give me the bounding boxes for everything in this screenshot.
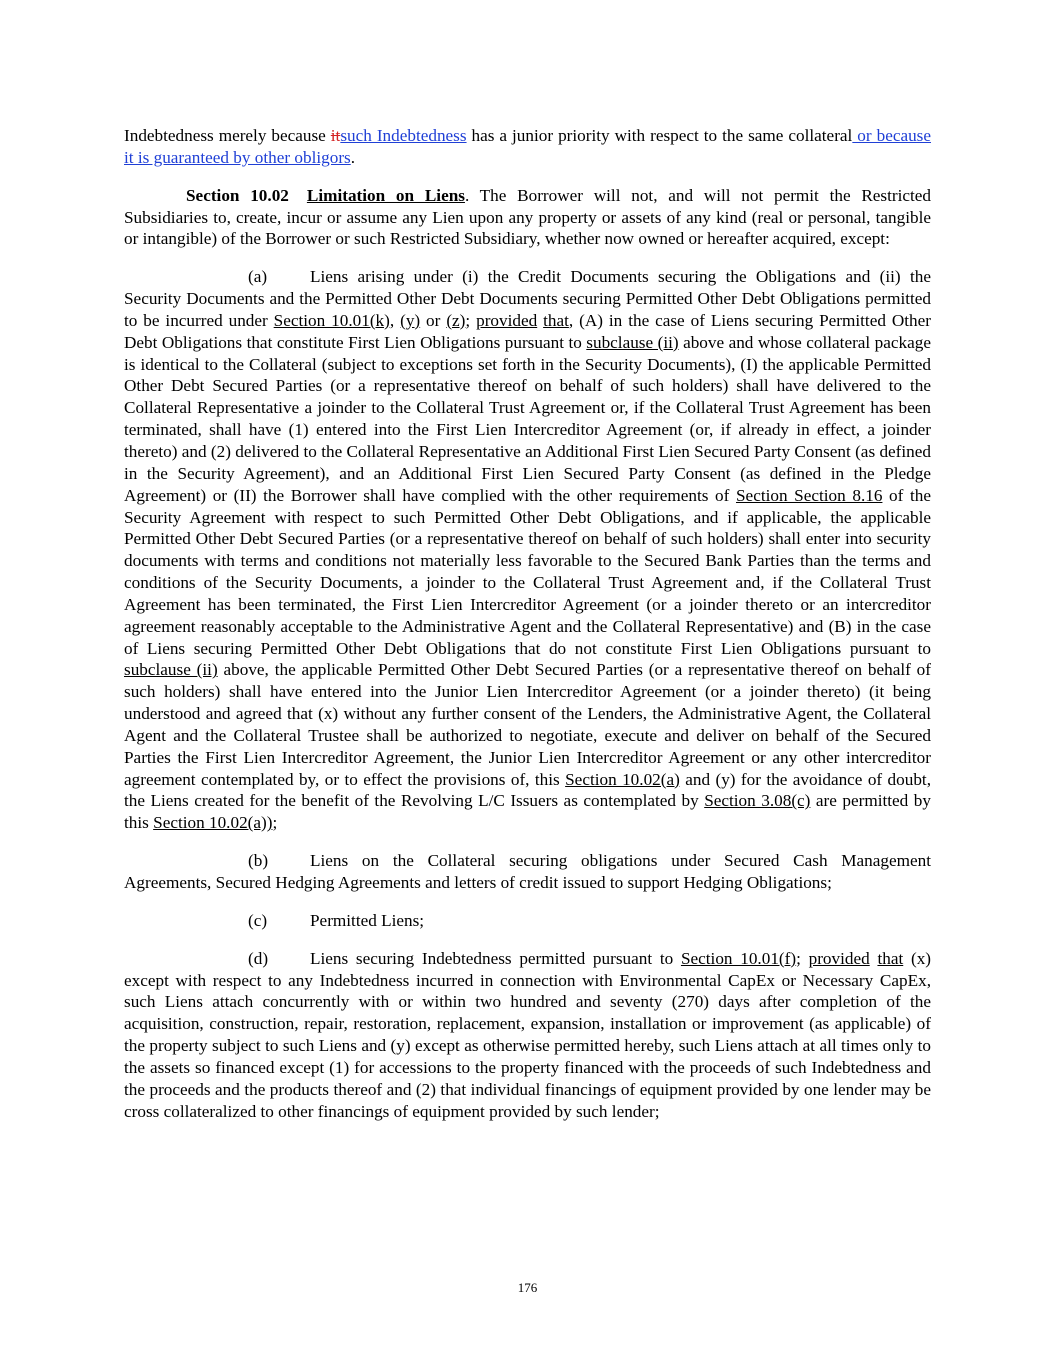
cross-reference: subclause (ii) [586,332,679,352]
cross-reference: Section 10.02(a) [565,769,680,789]
emphasis-term: that [543,310,569,330]
cross-reference: Section 10.02(a)) [153,813,273,833]
section-number: Section 10.02 [186,185,289,205]
clause-b-paragraph: (b) Liens on the Collateral securing obligations under Secured Cash Management Agreements, Secured Hedging Agreements and letters of credit issued to support Hedging Obligations; [124,851,931,892]
inserted-text: such Indebtedness [340,126,467,145]
clause-a-paragraph: (a) Liens arising under (i) the Credit Documents securing the Obligations and (ii) the Security Documents and the Permitted Other Debt Documents securing Permitted Other Debt Obligations permitted to be incurred under Section 10.01(k), (y) or (z); provided that, (A) in the case of Liens securing Permitted Other Debt Obligations that constitute First Lien Obligations pursuant to subclause (ii) above and whose collateral package is identical to the Collateral (subject to exceptions set forth in the Security Documents), (I) the applicable Permitted Other Debt Secured Parties (or a representative thereof on behalf of such holders) shall have delivered to the Collateral Representative a joinder to the Collateral Trust Agreement or, if the Collateral Trust Agreement has been terminated, shall have (1) entered into the First Lien Intercreditor Agreement (or, if already in effect, a joinder thereto) and (2) delivered to the Collateral Representative an Additional First Lien Secured Party Consent (as defined in the Security Agreement), and an Additional First Lien Secured Party Consent (as defined in the Pledge Agreement) or (II) the Borrower shall have complied with the other requirements of Section Section 8.16 of the Security Agreement with respect to such Permitted Other Debt Obligations, and if applicable, the applicable Permitted Other Debt Secured Parties (or a representative thereof on behalf of such holders) shall enter into security documents with terms and conditions not materially less favorable to the Secured Bank Parties than the terms and conditions of the Security Documents, a joinder to the Collateral Trust Agreement and, if the Collateral Trust Agreement has been terminated, the First Lien Intercreditor Agreement (or a joinder thereto or an intercreditor agreement reasonably acceptable to the Administrative Agent and the Collateral Representative) and (B) in the case of Liens securing Permitted Other Debt Obligations that do not constitute First Lien Obligations pursuant to subclause (ii) above, the applicable Permitted Other Debt Secured Parties (or a representative thereof on behalf of such holders) shall have entered into the Junior Lien Intercreditor Agreement (or a joinder thereto) (it being understood and agreed that (x) without any further consent of the Lenders, the Administrative Agent, the Collateral Agent and the Collateral Trustee shall be authorized to negotiate, execute and deliver on behalf of the Secured Parties the First Lien Intercreditor Agreement, the Junior Lien Intercreditor Agreement or any other intercreditor agreement contemplated by, or to effect the provisions of, this Section 10.02(a) and (y) for the avoidance of doubt, the Liens created for the benefit of the Revolving L/C Issuers as contemplated by Section 3.08(c) are permitted by this Section 10.02(a)); [124,267,932,833]
document-page [124,125,931,1122]
section-title: Limitation on Liens [306,185,465,205]
clause-c-paragraph: (c) Permitted Liens; [248,910,425,930]
clause-label: (d) [248,948,269,968]
cross-reference: (z) [446,310,466,330]
clause-label: (b) [248,851,269,871]
clause-label: (a) [248,267,268,287]
clause-d-paragraph: (d) Liens securing Indebtedness permitted pursuant to Section 10.01(f); provided that (x) except with respect to any Indebtedness incurred in connection with Environmental CapEx or Necessary CapEx, such Liens attach concurrently with or within two hundred and seventy (270) days after completion of the acquisition, construction, repair, restoration, replacement, expansion, installation or improvement (as applicable) of the property subject to such Liens and (y) except as otherwise permitted hereby, such Liens attach at all times only to the assets so financed except (1) for accessions to the property financed with the proceeds of such Indebtedness and the proceeds and the products thereof and (2) that individual financings of equipment provided by one lender may be cross collateralized to other financings of equipment provided by such lender; [124,948,932,1121]
cross-reference: Section Section 8.16 [736,485,883,505]
clause-label: (c) [248,910,268,930]
cross-reference: Section 10.01(f) [680,948,797,968]
cross-reference: Section 3.08(c) [704,791,811,811]
intro-paragraph: Indebtedness merely because itsuch Indebtedness has a junior priority with respect to the same collateral or because it is guaranteed by other obligors. [124,126,931,167]
emphasis-term: that [877,948,904,968]
page-number: 176 [517,1280,538,1295]
emphasis-term: provided [808,948,870,968]
deleted-text: it [330,126,341,145]
cross-reference: Section 10.01(k) [273,310,390,330]
section-10-02-paragraph: Section 10.02 Limitation on Liens. The Borrower will not, and will not permit the Restricted Subsidiaries to, create, incur or assume any Lien upon any property or assets of any kind (real or personal, tangible or intangible) of the Borrower or such Restricted Subsidiary, whether now owned or hereafter acquired, except: [124,185,931,249]
cross-reference: subclause (ii) [124,660,218,680]
inserted-text: or because it is guaranteed by other obligors [124,126,931,167]
emphasis-term: provided [476,310,538,330]
cross-reference: (y) [400,310,421,330]
